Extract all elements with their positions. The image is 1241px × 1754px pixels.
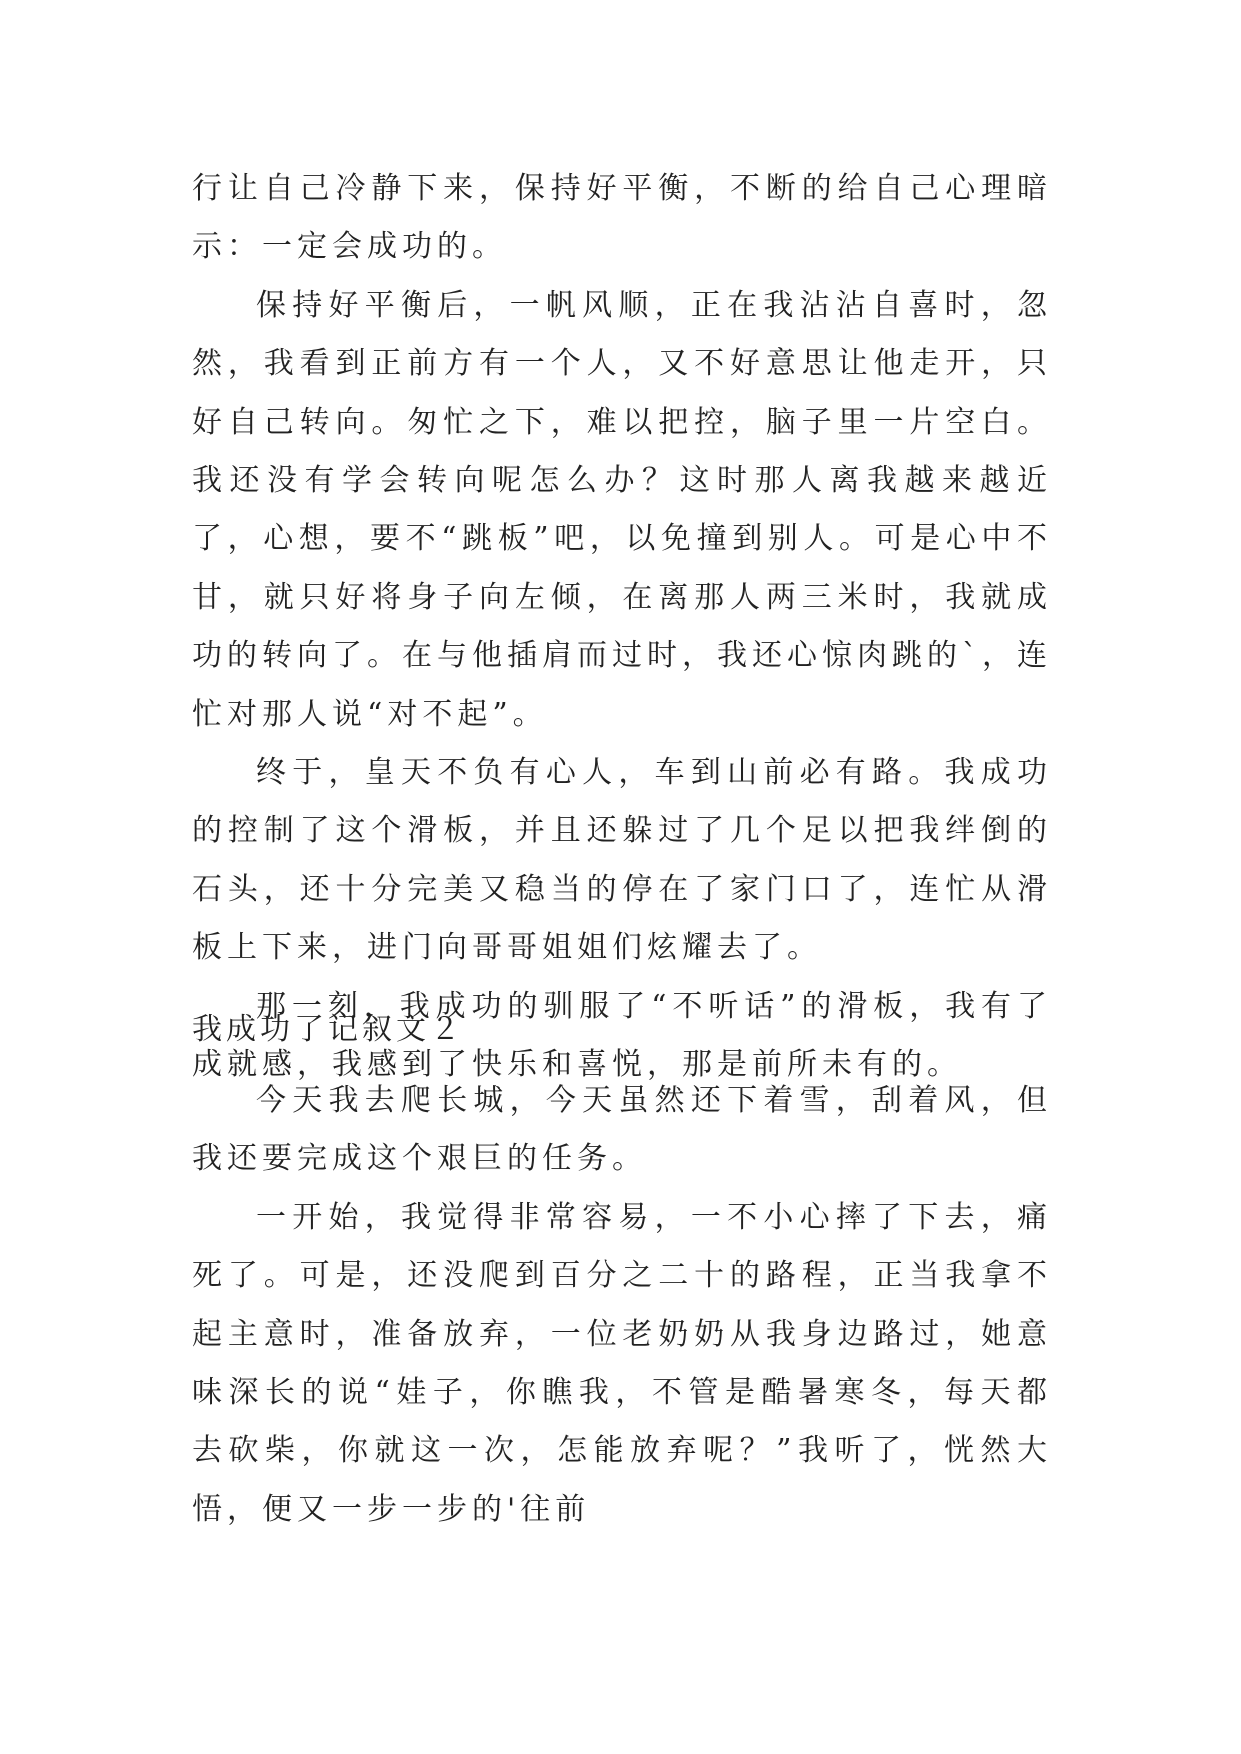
paragraph: 那一刻，我成功的驯服了“不听话”的滑板，我有了成就感，我感到了快乐和喜悦，那是前所未有的。 bbox=[192, 988, 1052, 1083]
section-1-body bbox=[192, 160, 1052, 1095]
paragraph: 终于，皇天不负有心人，车到山前必有路。我成功的控制了这个滑板，并且还躲过了几个足以把我绊倒的石头，还十分完美又稳当的停在了家门口了，连忙从滑板上下来，进门向哥哥姐姐们炫耀去了。 bbox=[192, 755, 1052, 966]
paragraph: 今天我去爬长城，今天虽然还下着雪，刮着风，但我还要完成这个艰巨的任务。 bbox=[192, 1083, 1052, 1177]
paragraph: 一开始，我觉得非常容易，一不小心摔了下去，痛死了。可是，还没爬到百分之二十的路程，正当我拿不起主意时，准备放弃，一位老奶奶从我身边路过，她意味深长的说“娃子，你瞧我，不管是酷暑寒冬，每天都去砍柴，你就这一次，怎能放弃呢？”我听了，恍然大悟，便又一步一步的'往前 bbox=[192, 1199, 1052, 1527]
section-2-title: 我成功了记叙文２ bbox=[192, 1012, 464, 1047]
section-2-body bbox=[192, 1072, 1052, 1539]
paragraph: 保持好平衡后，一帆风顺，正在我沾沾自喜时，忽然，我看到正前方有一个人，又不好意思让他走开，只好自己转向。匆忙之下，难以把控，脑子里一片空白。我还没有学会转向呢怎么办？这时那人离我越来越近了，心想，要不“跳板”吧，以免撞到别人。可是心中不甘，就只好将身子向左倾，在离那人两三米时，我就成功的转向了。在与他插肩而过时，我还心惊肉跳的`，连忙对那人说“对不起”。 bbox=[192, 287, 1052, 732]
paragraph: 行让自己冷静下来，保持好平衡，不断的给自己心理暗示：一定会成功的。 bbox=[192, 171, 1052, 265]
